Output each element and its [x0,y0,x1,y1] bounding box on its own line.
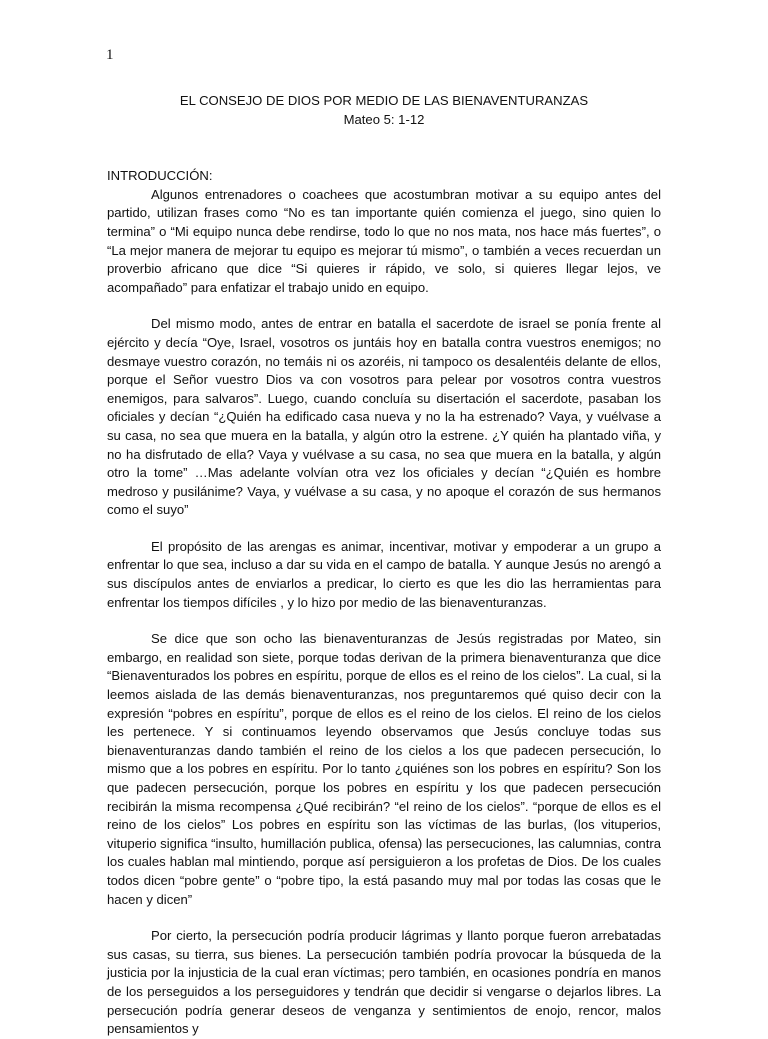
paragraph-5: Por cierto, la persecución podría producir lágrimas y llanto porque fueron arrebatadas sus casas, su tierra, sus bienes. La persecución también podría provocar la búsqueda de la justicia por la injusticia de la cual eran víctimas; pero también, en ocasiones pondría en manos de los perseguidos a los perseguidores y tendrán que decidir si vengarse o dejarlos libres. La persecución podría generar deseos de venganza y sentimientos de enojo, rencor, malos pensamientos y [107,928,661,1037]
paragraph-1: Algunos entrenadores o coachees que acostumbran motivar a su equipo antes del partido, utilizan frases como “No es tan importante quién comienza el juego, sino quien lo termina” o “Mi equipo nunca debe rendirse, todo lo que no nos mata, nos hace más fuertes”, o “La mejor manera de mejorar tu equipo es mejorar tú mismo”, o también a veces recuerdan un proverbio africano que dice “Si quieres ir rápido, ve solo, si quieres llegar lejos, ve acompañado” para enfatizar el trabajo unido en equipo. [107,186,661,295]
document-body [107,92,661,1039]
section-heading: INTRODUCCIÓN: [107,168,213,184]
document-subtitle: Mateo 5: 1-12 [343,111,425,127]
document-title: EL CONSEJO DE DIOS POR MEDIO DE LAS BIENAVENTURANZAS [179,93,589,108]
paragraph-4: Se dice que son ocho las bienaventuranzas de Jesús registradas por Mateo, sin embargo, en realidad son siete, porque todas derivan de la primera bienaventuranza que dice “Bienaventurados los pobres en espíritu, porque de ellos es el reino de los cielos”. La cual, si la leemos aislada de las demás bienaventuranzas, nos preguntaremos qué quiso decir con la expresión “pobres en espíritu”, porque de ellos es el reino de los cielos. El reino de los cielos les pertenece. Y si continuamos leyendo observamos que Jesús concluye todas sus bienaventuranzas dando también el reino de los cielos a los que padecen persecución, lo mismo que a los pobres en espíritu. Por lo tanto ¿quiénes son los pobres en espíritu? Son los que padecen persecución, porque los pobres en espíritu y los que padecen persecución recibirán la misma recompensa ¿Qué recibirán? “el reino de los cielos”. “porque de ellos es el reino de los cielos” Los pobres en espíritu son las víctimas de las burlas, (los vituperios, vituperio significa “insulto, humillación publica, ofensa) las persecuciones, las calumnias, contra los cuales hablan mal mintiendo, porque así persiguieron a los profetas de Dios. De los cuales todos dicen “pobre gente” o “pobre tipo, la está pasando muy mal por todas las cosas que le hacen y dicen” [107,631,661,907]
page-number: 1 [106,47,114,63]
paragraph-2: Del mismo modo, antes de entrar en batalla el sacerdote de israel se ponía frente al ejército y decía “Oye, Israel, vosotros os juntáis hoy en batalla contra vuestros enemigos; no desmaye vuestro corazón, no temáis ni os azoréis, ni tampoco os desalentéis delante de ellos, porque el Señor vuestro Dios va con vosotros para pelear por vosotros contra vuestros enemigos, para salvaros”. Luego, cuando concluía su disertación el sacerdote, pasaban los oficiales y decían “¿Quién ha edificado casa nueva y no la ha estrenado? Vaya, y vuélvase a su casa, no sea que muera en la batalla, y algún otro la estrene. ¿Y quién ha plantado viña, y no ha disfrutado de ella? Vaya y vuélvase a su casa, no sea que muera en la batalla, y algún otro la tome” …Mas adelante volvían otra vez los oficiales y decían “¿Quién es hombre medroso y pusilánime? Vaya, y vuélvase a su casa, y no apoque el corazón de sus hermanos como el suyo” [107,316,661,518]
paragraph-3: El propósito de las arengas es animar, incentivar, motivar y empoderar a un grupo a enfrentar lo que sea, incluso a dar su vida en el campo de batalla. Y aunque Jesús no arengó a sus discípulos antes de enviarlos a predicar, lo cierto es que les dio las herramientas para enfrentar los tiempos difíciles , y lo hizo por medio de las bienaventuranzas. [107,538,661,610]
